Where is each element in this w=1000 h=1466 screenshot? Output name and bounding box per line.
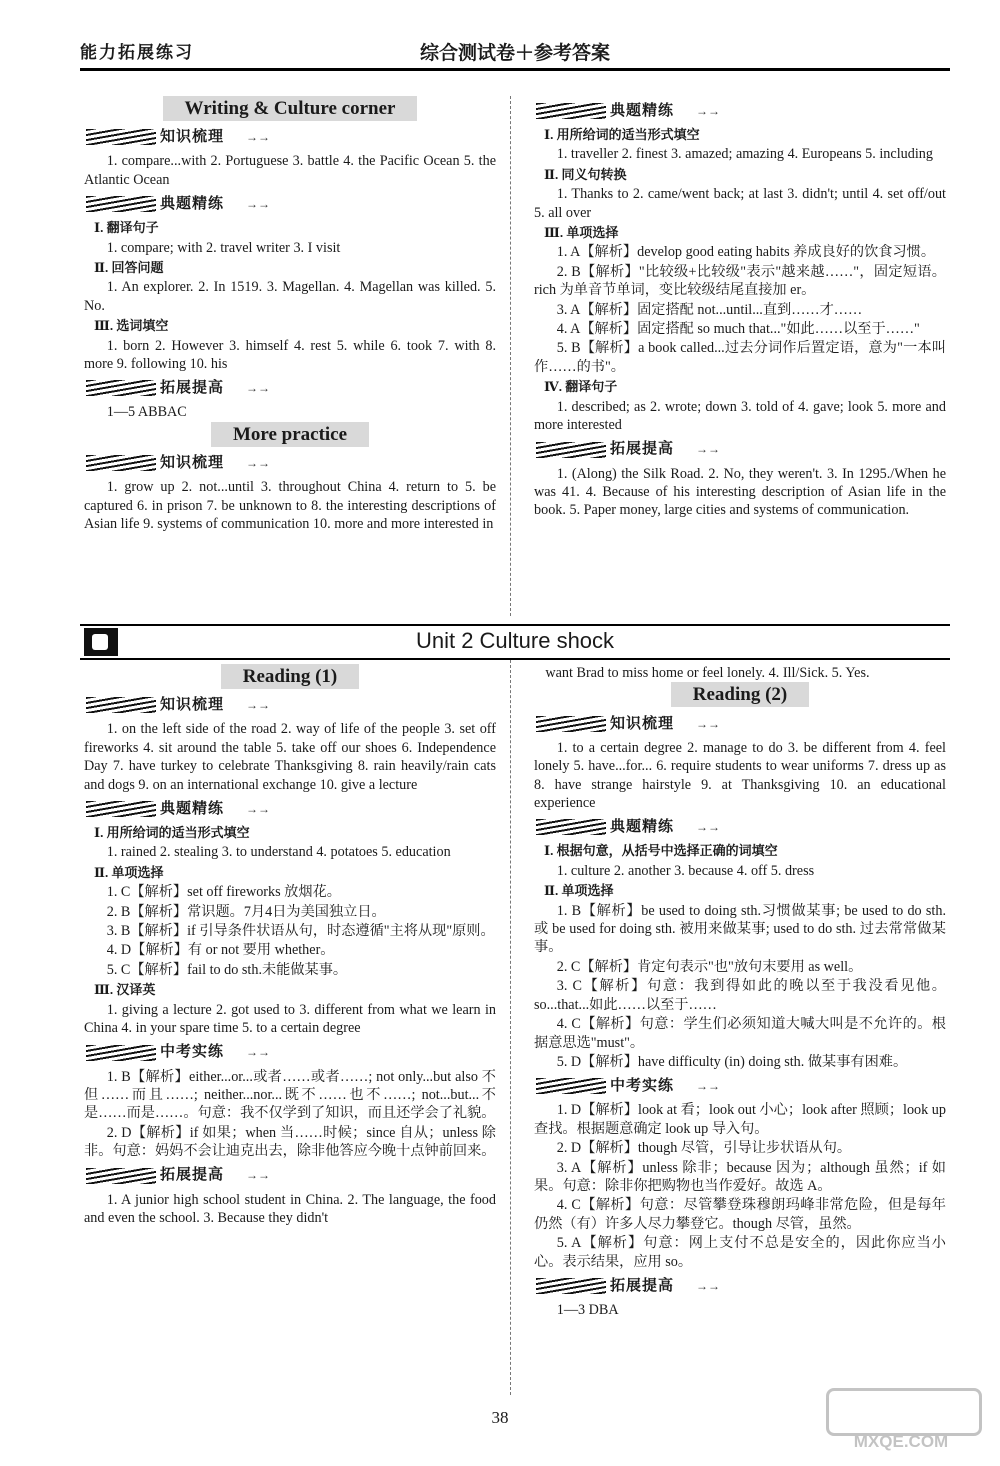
stripes-icon	[536, 819, 606, 835]
watermark-text: MXQE.COM	[853, 1432, 949, 1451]
part-heading: Ⅰ. 根据句意，从括号中选择正确的词填空	[544, 843, 778, 859]
stripes-icon	[86, 129, 156, 145]
answer-item: 4. D【解析】有 or not 要用 whether。	[106, 942, 335, 959]
answer-text: 1—5 ABBAC	[106, 404, 187, 421]
subheading-zhishi: 知识梳理 →→	[84, 126, 496, 148]
answer-item: 3. A【解析】unless 除非；because 因为；although 虽然；if 如果。句意：除非你把购物也当作爱好。故选 A。	[534, 1159, 946, 1194]
subheading-tuozhan: 拓展提高 →→	[534, 439, 946, 461]
stripes-icon	[536, 103, 606, 119]
stripes-icon	[86, 196, 156, 212]
part-heading: Ⅱ. 同义句转换	[544, 166, 627, 182]
subheading-tuozhan: 拓展提高 →→	[534, 1275, 946, 1297]
part-heading: Ⅰ. 用所给词的适当形式填空	[544, 127, 700, 142]
subheading-dianti: 典题精练 →→	[84, 193, 496, 215]
header-series-title: 能力拓展练习	[80, 43, 194, 62]
section-title: More practice	[84, 426, 496, 444]
bottom-left-column	[84, 664, 496, 1228]
answer-text: 1. grow up 2. not...until 3. throughout China 4. return to 5. be captured 6. in prison 7. be unknown to 8. the interesting descriptions of Asian life 9. systems of communication 10. more and more interested in	[84, 479, 496, 533]
answer-item: 4. A【解析】固定搭配 so much that..."如此……以至于……"	[556, 321, 920, 338]
stripes-icon	[86, 1045, 156, 1061]
subheading-dianti: 典题精练 →→	[534, 816, 946, 838]
subheading-zhishi: 知识梳理 →→	[84, 694, 496, 716]
answer-item: 5. A【解析】句意：网上支付不总是安全的，因此你应当小心。表示结果，应用 so。	[534, 1235, 946, 1270]
answer-text: 1. compare; with 2. travel writer 3. I visit	[106, 239, 341, 256]
answer-text: 1. described; as 2. wrote; down 3. told of 4. gave; look 5. more and more interested	[534, 398, 946, 434]
stripes-icon	[536, 1078, 606, 1094]
header-rule	[80, 68, 950, 71]
answer-item: 5. C【解析】fail to do sth.未能做某事。	[106, 961, 348, 978]
answer-text: 1. traveller 2. finest 3. amazed; amazing 4. Europeans 5. including	[556, 146, 933, 163]
answer-item: 3. C【解析】句意：我到得如此的晚以至于我没看见他。so...that...如此……以至于……	[534, 978, 946, 1013]
answer-item: 2. C【解析】肯定句表示"也"放句末要用 as well。	[556, 958, 863, 975]
part-heading: Ⅱ. 回答问题	[94, 260, 164, 276]
answer-text: 1. culture 2. another 3. because 4. off 5. dress	[556, 862, 815, 879]
answer-item: 1. B【解析】either...or...或者……或者……; not only...but also 不但……而且……; neither...nor...既不……也不……; not...but...不是……而是……。句意：我不仅学到了知识，而且还学会了礼貌。	[84, 1068, 496, 1122]
answer-text: 1. A junior high school student in China. 2. The language, the food and even the school. 3. Because they didn't	[84, 1191, 496, 1226]
top-right-column	[534, 96, 946, 521]
part-heading: Ⅱ. 单项选择	[544, 883, 614, 899]
top-left-column	[84, 96, 496, 535]
answer-item: 2. B【解析】"比较级+比较级"表示"越来越……"，固定短语。rich 为单音节单词，变比较级结尾直接加 er。	[534, 263, 946, 299]
stripes-icon	[536, 442, 606, 458]
answer-item: 1. B【解析】be used to doing sth.习惯做某事; be used to do sth. 或 be used for doing sth. 被用来做某事; used to do sth. 过去常常做某事。	[534, 902, 946, 956]
section-title: Reading (1)	[84, 668, 496, 686]
answer-item: 5. B【解析】a book called...过去分词作后置定语，意为"一本叫作……的书"。	[534, 340, 946, 375]
column-divider-top	[510, 96, 511, 616]
answer-item: 1. C【解析】set off fireworks 放烟花。	[106, 884, 341, 901]
part-heading: Ⅳ. 翻译句子	[544, 379, 618, 395]
answer-item: 4. C【解析】句意：尽管攀登珠穆朗玛峰非常危险，但是每年仍然（有）许多人尽力攀登它。though 尽管，虽然。	[534, 1197, 946, 1232]
part-heading: Ⅲ. 单项选择	[544, 225, 619, 241]
bottom-right-column	[534, 664, 946, 1320]
watermark-logo	[826, 1388, 976, 1451]
answer-item: 3. B【解析】if 引导条件状语从句，时态遵循"主将从现"原则。	[106, 923, 495, 940]
subheading-zhishi: 知识梳理 →→	[84, 452, 496, 474]
answer-item: 2. D【解析】if 如果；when 当……时候；since 自从；unless 除非。句意：妈妈不会让迪克出去，除非他答应今晚十点钟前回来。	[84, 1124, 496, 1160]
part-heading: Ⅲ. 选词填空	[94, 318, 169, 334]
page-header	[80, 38, 950, 68]
answer-text: 1. Thanks to 2. came/went back; at last 3. didn't; until 4. set off/out 5. all over	[534, 186, 946, 221]
answer-item: 5. D【解析】have difficulty (in) doing sth. 做某事有困难。	[556, 1053, 908, 1070]
answer-item: 3. A【解析】固定搭配 not...until...直到……才……	[556, 301, 863, 318]
subheading-dianti: 典题精练 →→	[534, 100, 946, 122]
stripes-icon	[536, 716, 606, 732]
answer-text: 1. (Along) the Silk Road. 2. No, they weren't. 3. In 1295./When he was 41. 4. Because of his interesting description of Asian life in the book. 5. Paper money, large cities and systems of communication.	[534, 465, 946, 519]
section-title: Reading (2)	[534, 686, 946, 704]
subheading-zhongkao: 中考实练 →→	[534, 1075, 946, 1097]
stripes-icon	[86, 1168, 156, 1184]
answer-item: 2. D【解析】though 尽管，引导让步状语从句。	[556, 1140, 852, 1157]
stripes-icon	[86, 697, 156, 713]
subheading-tuozhan: 拓展提高 →→	[84, 1165, 496, 1187]
stripes-icon	[86, 455, 156, 471]
header-book-title: 综合测试卷＋参考答案	[419, 43, 610, 64]
part-heading: Ⅱ. 单项选择	[94, 864, 164, 880]
answer-text: 1. rained 2. stealing 3. to understand 4. potatoes 5. education	[106, 844, 451, 861]
subheading-dianti: 典题精练 →→	[84, 798, 496, 820]
page-number: 38	[491, 1408, 509, 1427]
answer-text: 1—3 DBA	[556, 1301, 619, 1318]
stripes-icon	[86, 380, 156, 396]
part-heading: Ⅲ. 汉译英	[94, 982, 156, 998]
answer-item: 1. D【解析】look at 看；look out 小心；look after 照顾；look up 查找。根据题意确定 look up 导入句。	[534, 1102, 946, 1137]
answer-text: 1. compare...with 2. Portuguese 3. battle 4. the Pacific Ocean 5. the Atlantic Ocean	[84, 153, 496, 188]
subheading-zhishi: 知识梳理 →→	[534, 713, 946, 735]
part-heading: Ⅰ. 用所给词的适当形式填空	[94, 825, 250, 841]
answer-text: 1. to a certain degree 2. manage to do 3. be different from 4. feel lonely 5. have...for... 6. require students to wear uniforms 7. dress up as 8. have strange hairstyle 9. at Thanksgiving 10. an educational experience	[534, 739, 946, 812]
part-heading: Ⅰ. 翻译句子	[94, 220, 159, 236]
watermark-box	[826, 1388, 982, 1436]
subheading-zhongkao: 中考实练 →→	[84, 1042, 496, 1064]
answer-text: 1. giving a lecture 2. got used to 3. different from what we learn in China 4. in your spare time 5. to a certain degree	[84, 1001, 496, 1037]
answer-text: 1. born 2. However 3. himself 4. rest 5. while 6. took 7. with 8. more 9. following 10. his	[84, 337, 496, 373]
answer-text: want Brad to miss home or feel lonely. 4. Ill/Sick. 5. Yes.	[545, 665, 870, 681]
answer-item: 1. A【解析】develop good eating habits 养成良好的饮食习惯。	[556, 244, 936, 261]
unit-title: Unit 2 Culture shock	[415, 628, 615, 653]
answer-text: 1. An explorer. 2. In 1519. 3. Magellan. 4. Magellan was killed. 5. No.	[84, 279, 496, 314]
answer-item: 2. B【解析】常识题。7月4日为美国独立日。	[106, 903, 386, 920]
answer-item: 4. C【解析】句意：学生们必须知道大喊大叫是不允许的。根据意思选"must"。	[534, 1016, 946, 1051]
answer-text: 1. on the left side of the road 2. way of life of the people 3. set off fireworks 4. sit around the table 5. take off our shoes 6. Independence Day 7. have turkey to celebrate Thanksgiving 8. rain heavily/rain cats and dogs 9. on an international exchange 10. give a lecture	[84, 721, 496, 793]
stripes-icon	[86, 801, 156, 817]
unit-banner	[80, 624, 950, 660]
stripes-icon	[536, 1278, 606, 1294]
section-title: Writing & Culture corner	[84, 100, 496, 118]
column-divider-bottom	[510, 660, 511, 1395]
subheading-tuozhan: 拓展提高 →→	[84, 377, 496, 399]
